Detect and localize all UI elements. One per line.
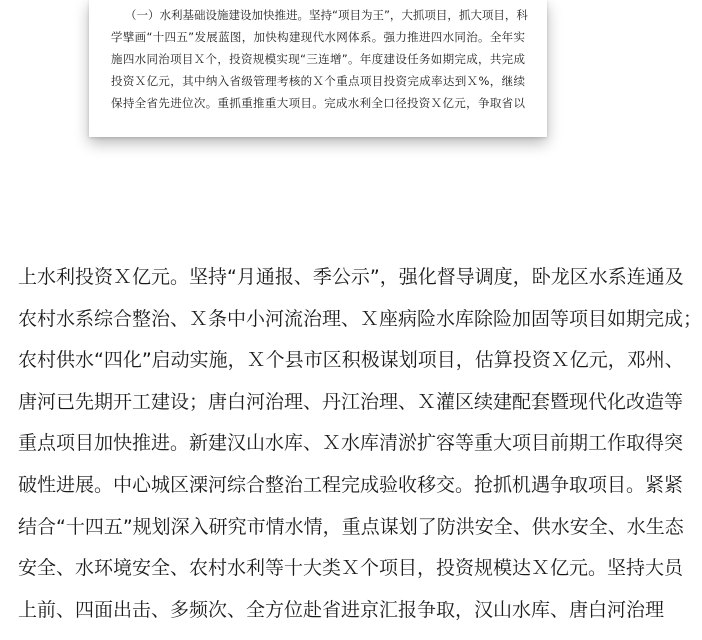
preview-line: 投资Ｘ亿元，其中纳入省级管理考核的Ｘ个重点项目投资完成率达到Ｘ%，继续	[111, 74, 525, 88]
body-line: 重点项目加快推进。新建汉山水库、Ｘ水库清淤扩容等重大项目前期工作取得突	[18, 432, 684, 455]
document-preview-card	[89, 0, 547, 137]
body-line: 安全、水环境安全、农村水利等十大类Ｘ个项目，投资规模达Ｘ亿元。坚持大员	[18, 557, 684, 580]
preview-line: 学擘画“十四五”发展蓝图，加快构建现代水网体系。强力推进四水同治。全年实	[111, 30, 525, 44]
body-line: 农村水系综合整治、Ｘ条中小河流治理、Ｘ座病险水库除险加固等项目如期完成；	[18, 307, 702, 330]
body-line: 上水利投资Ｘ亿元。坚持“月通报、季公示”，强化督导调度，卧龙区水系连通及	[18, 266, 684, 288]
body-line: 破性进展。中心城区溧河综合整治工程完成验收移交。抢抓机遇争取项目。紧紧	[18, 473, 684, 496]
body-line: 结合“十四五”规划深入研究市情水情，重点谋划了防洪安全、供水安全、水生态	[18, 515, 684, 538]
preview-line: （一）水利基础设施建设加快推进。坚持“项目为王”，大抓项目，抓大项目，科	[125, 8, 528, 22]
preview-line: 施四水同治项目Ｘ个，投资规模实现“三连增”。年度建设任务如期完成，共完成	[111, 52, 525, 66]
body-line: 上前、四面出击、多频次、全方位赴省进京汇报争取，汉山水库、唐白河治理	[18, 598, 665, 621]
body-line: 唐河已先期开工建设；唐白河治理、丹江治理、Ｘ灌区续建配套暨现代化改造等	[18, 390, 684, 413]
preview-line: 保持全省先进位次。重抓重推重大项目。完成水利全口径投资Ｘ亿元，争取省以	[111, 96, 525, 110]
body-line: 农村供水“四化”启动实施，Ｘ个县市区积极谋划项目，估算投资Ｘ亿元，邓州、	[18, 349, 684, 372]
document-body-text	[18, 257, 702, 631]
